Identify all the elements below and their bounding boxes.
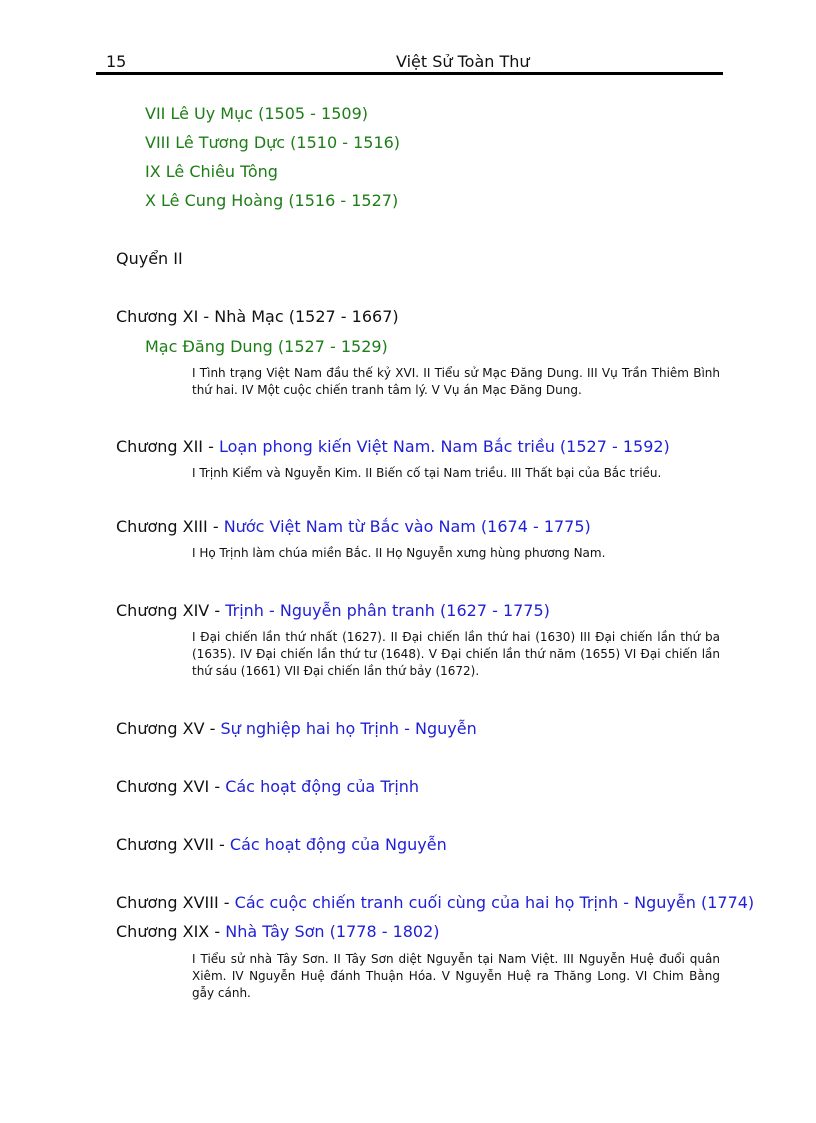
chapter-prefix: Chương XVI - [116, 777, 226, 796]
reign-item: VII Lê Uy Mục (1505 - 1509) [145, 104, 368, 123]
chapter-summary: I Tiểu sử nhà Tây Sơn. II Tây Sơn diệt Nguyễn tại Nam Việt. III Nguyễn Huệ đuổi quân Xiêm. IV Nguyễn Huệ đánh Thuận Hóa. V Nguyễn Huệ ra Thăng Long. VI Chim Bằng gẫy cánh. [192, 952, 720, 1000]
chapter-prefix: Chương XVII - [116, 835, 230, 854]
chapter-title-link[interactable]: Trịnh - Nguyễn phân tranh (1627 - 1775) [225, 601, 550, 620]
chapter-prefix: Chương XIX - [116, 922, 226, 941]
chapter-title-link[interactable]: Các hoạt động của Nguyễn [229, 835, 447, 854]
page-number: 15 [106, 52, 127, 71]
chapter-summary: I Họ Trịnh làm chúa miền Bắc. II Họ Nguyễn xưng hùng phương Nam. [192, 546, 606, 560]
chapter-title-link[interactable]: Loạn phong kiến Việt Nam. Nam Bắc triều (1527 - 1592) [218, 437, 670, 456]
chapter-prefix: Chương XV - [116, 719, 221, 738]
chapter-prefix: Chương XVIII - [116, 893, 235, 912]
chapter-heading-xii [116, 437, 670, 457]
reign-item: VIII Lê Tương Dực (1510 - 1516) [145, 133, 401, 152]
reign-item: IX Lê Chiêu Tông [145, 162, 278, 181]
chapter-title-link[interactable]: Các cuộc chiến tranh cuối cùng của hai họ Trịnh - Nguyễn (1774) [234, 893, 755, 912]
chapter-title-link[interactable]: Các hoạt động của Trịnh [225, 777, 420, 796]
book-label: Quyển II [116, 249, 183, 268]
chapter-title-link[interactable]: Nhà Tây Sơn (1778 - 1802) [225, 922, 440, 941]
chapter-heading-xviii [116, 893, 754, 913]
chapter-prefix: Chương XIV - [116, 601, 226, 620]
chapter-summary: I Tình trạng Việt Nam đầu thế kỷ XVI. II Tiểu sử Mạc Đăng Dung. III Vụ Trần Thiêm Bình thứ hai. IV Một cuộc chiến tranh tâm lý. V Vụ án Mạc Đăng Dung. [192, 366, 720, 397]
chapter-heading-xiv [116, 601, 550, 621]
chapter-title-link[interactable]: Sự nghiệp hai họ Trịnh - Nguyễn [220, 719, 477, 738]
chapter-prefix: Chương XIII - [116, 517, 224, 536]
chapter-prefix: Chương XI - Nhà Mạc (1527 - 1667) [116, 307, 399, 326]
chapter-heading-xiii [116, 517, 591, 537]
chapter-heading-xvi [116, 777, 419, 797]
header-rule [96, 72, 723, 75]
chapter-heading-xix [116, 922, 440, 942]
chapter-subheading: Mạc Đăng Dung (1527 - 1529) [145, 337, 388, 356]
chapter-heading-xv [116, 719, 477, 739]
page-header [0, 0, 816, 80]
chapter-title-link[interactable]: Nước Việt Nam từ Bắc vào Nam (1674 - 1775) [223, 517, 591, 536]
chapter-heading-xi [116, 307, 399, 327]
running-title: Việt Sử Toàn Thư [396, 52, 530, 71]
chapter-summary: I Đại chiến lần thứ nhất (1627). II Đại chiến lần thứ hai (1630) III Đại chiến lần thứ ba (1635). IV Đại chiến lần thứ tư (1648). V Đại chiến lần thứ năm (1655) VI Đại chiến lần thứ sáu (1661) VII Đại chiến lần thứ bảy (1672). [192, 630, 720, 678]
chapter-prefix: Chương XII - [116, 437, 219, 456]
reign-item: X Lê Cung Hoàng (1516 - 1527) [145, 191, 399, 210]
chapter-summary: I Trịnh Kiểm và Nguyễn Kim. II Biến cố tại Nam triều. III Thất bại của Bắc triều. [192, 466, 662, 480]
chapter-heading-xvii [116, 835, 447, 855]
